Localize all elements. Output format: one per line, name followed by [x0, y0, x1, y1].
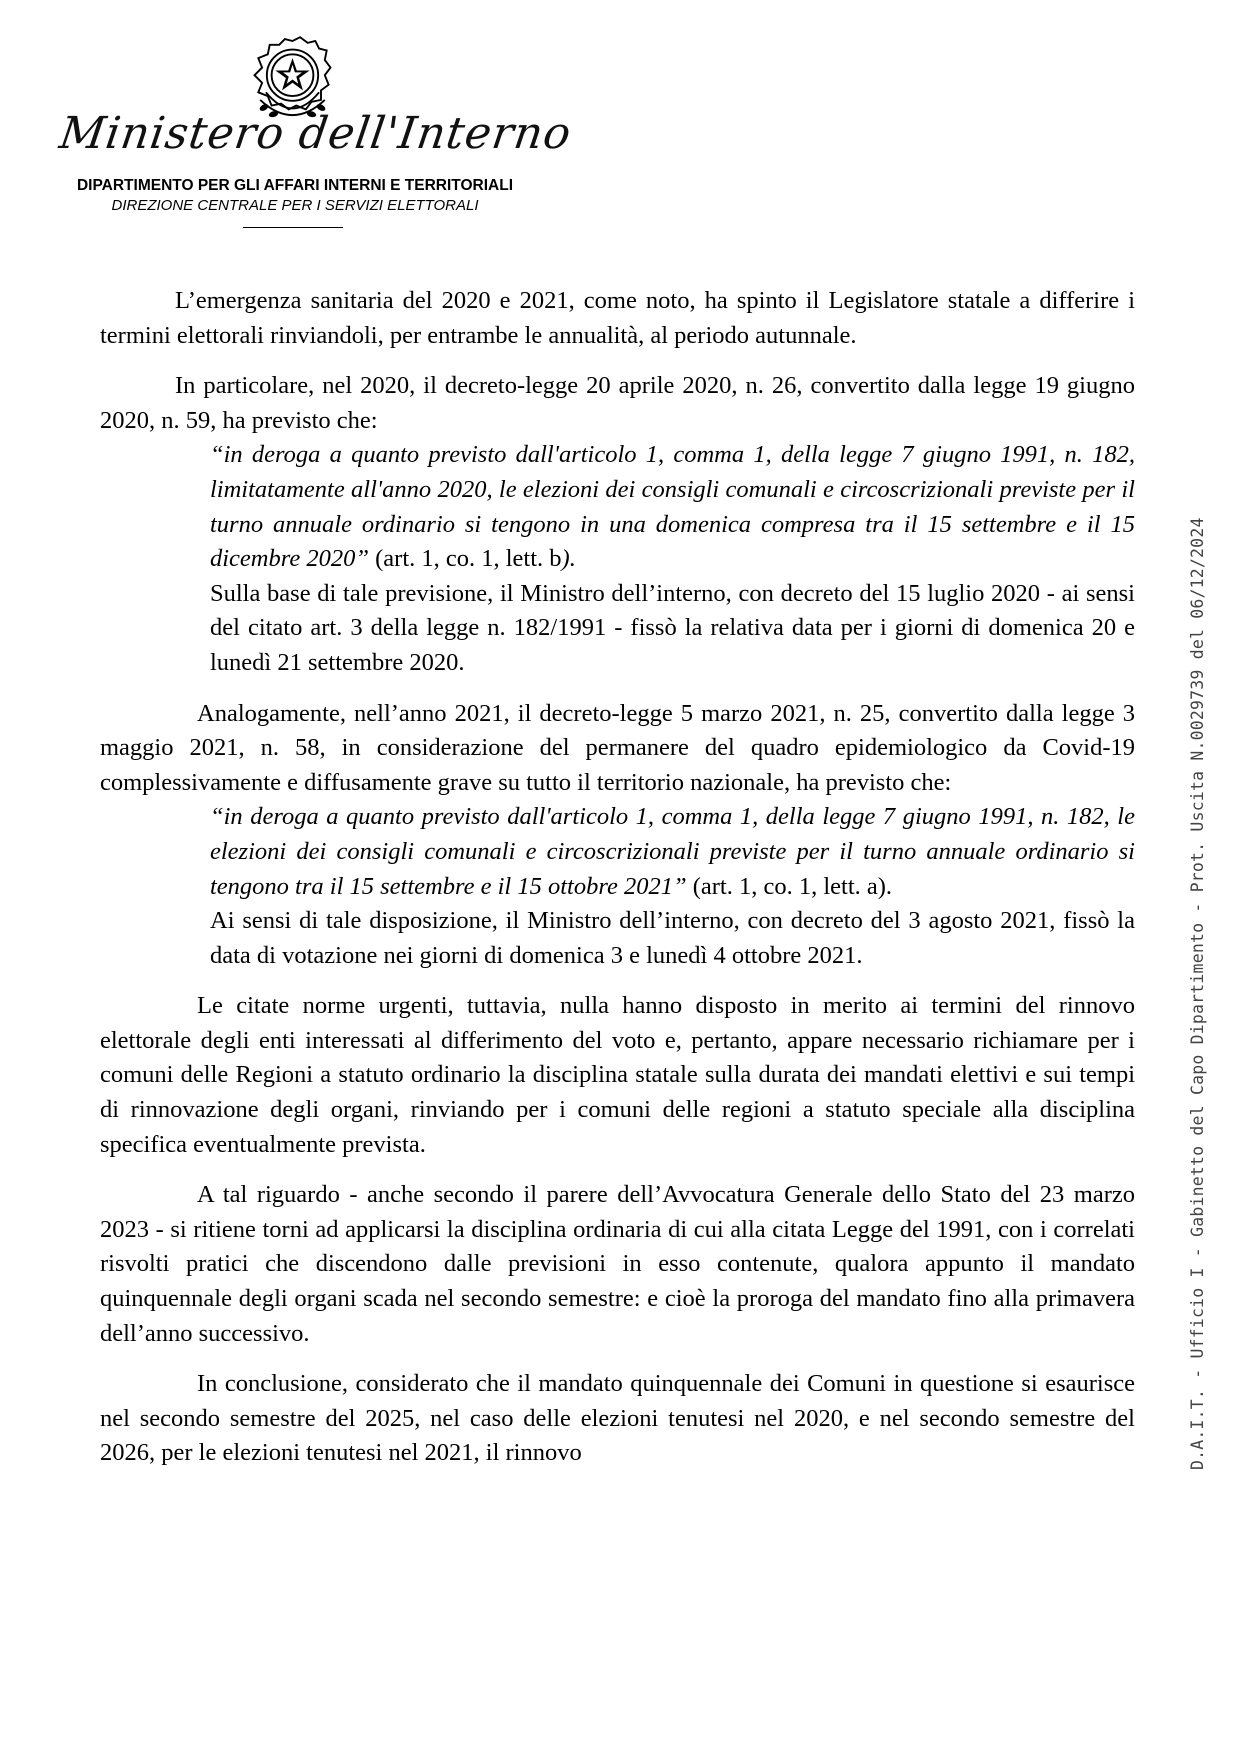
letter-body — [100, 284, 1135, 1471]
paragraph-4: Le citate norme urgenti, tuttavia, nulla hanno disposto in merito ai termini del rinnovo elettorale degli enti interessati al differimento del voto e, pertanto, appare necessario richiamare per i comuni delle Regioni a statuto ordinario la disciplina statale sulla durata dei mandati elettivi e sui tempi di rinnovazione degli organi, rinviando per i comuni delle regioni a statuto speciale alla disciplina specifica eventualmente prevista. — [100, 992, 1135, 1158]
protocol-stamp: D.A.I.T. - Ufficio I - Gabinetto del Capo Dipartimento - Prot. Uscita N.0029739 del 06/12/2024 — [1188, 517, 1207, 1470]
department-name: DIPARTIMENTO PER GLI AFFARI INTERNI E TERRITORIALI — [76, 177, 514, 194]
ministry-name: Ministero dell'Interno — [56, 108, 575, 159]
header-divider — [243, 227, 343, 228]
paragraph-1: L’emergenza sanitaria del 2020 e 2021, come noto, ha spinto il Legislatore statale a differire i termini elettorali rinviandoli, per entrambe le annualità, al periodo autunnale. — [100, 287, 1135, 349]
quote-1-reference-close: ). — [561, 545, 576, 573]
paragraph-6: In conclusione, considerato che il mandato quinquennale dei Comuni in questione si esaurisce nel secondo semestre del 2025, nel caso delle elezioni tenutesi nel 2020, e nel secondo semestre del 2026, per le elezioni tenutesi nel 2021, il rinnovo — [100, 1370, 1135, 1467]
quote-1-followup: Sulla base di tale previsione, il Ministro dell’interno, con decreto del 15 luglio 2020 - ai sensi del citato art. 3 della legge n. 182/1991 - fissò la relativa data per i giorni di domenica 20 e lunedì 21 settembre 2020. — [210, 579, 1135, 676]
quote-1-text: “in deroga a quanto previsto dall'articolo 1, comma 1, della legge 7 giugno 1991, n. 182, limitatamente all'anno 2020, le elezioni dei consigli comunali e circoscrizionali previste per il turno annuale ordinario si tengono in una domenica compresa tra il 15 settembre e il 15 dicembre 2020” — [210, 441, 1135, 573]
quote-2-text: “in deroga a quanto previsto dall'articolo 1, comma 1, della legge 7 giugno 1991, n. 182, le elezioni dei consigli comunali e circoscrizionali previste per il turno annuale ordinario si tengono tra il 15 settembre e il 15 ottobre 2021” — [210, 803, 1135, 900]
quote-block-2 — [210, 800, 1135, 904]
paragraph-3: Analogamente, nell’anno 2021, il decreto-legge 5 marzo 2021, n. 25, convertito dalla legge 3 maggio 2021, n. 58, in considerazione del permanere del quadro epidemiologico da Covid-19 complessivamente e diffusamente grave su tutto il territorio nazionale, ha previsto che: — [100, 699, 1135, 796]
directorate-name: DIREZIONE CENTRALE PER I SERVIZI ELETTORALI — [111, 197, 479, 214]
paragraph-5: A tal riguardo - anche secondo il parere dell’Avvocatura Generale dello Stato del 23 marzo 2023 - si ritiene torni ad applicarsi la disciplina ordinaria di cui alla citata Legge del 1991, con i correlati risvolti pratici che discendono dalle previsioni in esso contenute, qualora appunto il mandato quinquennale degli organi scada nel secondo semestre: e cioè la proroga del mandato fino alla primavera dell’anno successivo. — [100, 1181, 1135, 1347]
quote-2-followup: Ai sensi di tale disposizione, il Ministro dell’interno, con decreto del 3 agosto 2021, fissò la data di votazione nei giorni di domenica 3 e lunedì 4 ottobre 2021. — [210, 907, 1135, 969]
quote-block-1 — [210, 438, 1135, 576]
paragraph-2: In particolare, nel 2020, il decreto-legge 20 aprile 2020, n. 26, convertito dalla legge 19 giugno 2020, n. 59, ha previsto che: — [100, 372, 1135, 434]
quote-2-reference: (art. 1, co. 1, lett. a). — [686, 872, 893, 900]
quote-1-reference: (art. 1, co. 1, lett. b — [369, 545, 562, 573]
